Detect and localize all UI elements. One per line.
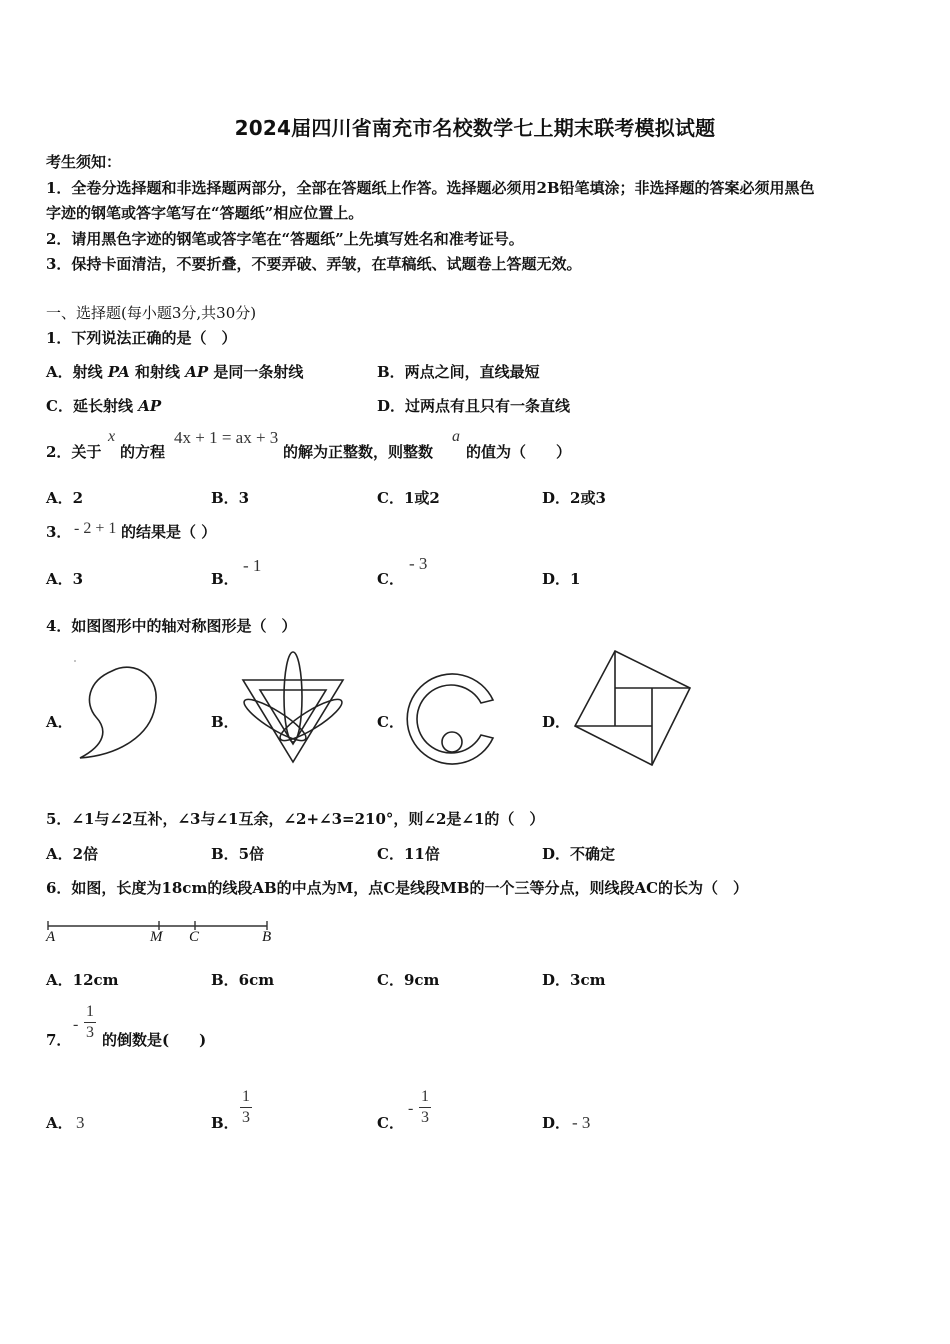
q4-figure-a	[70, 655, 170, 770]
notice-item: 1．全卷分选择题和非选择题两部分，全部在答题纸上作答。选择题必须用2B铅笔填涂；非选择题的答案必须用黑色	[46, 179, 815, 197]
q4-figure-b	[240, 650, 350, 768]
q2-mid: 的方程	[120, 443, 166, 461]
q3-option-b-label: B．	[211, 570, 239, 588]
q3-post: 的结果是（ ）	[121, 523, 217, 541]
q7-post: 的倒数是( )	[102, 1031, 207, 1049]
q3-option-a: A．3	[46, 570, 84, 588]
q4-option-a: A．	[46, 713, 73, 731]
q7-option-d-value: - 3	[572, 1113, 591, 1132]
q6-point-a: A	[46, 929, 56, 945]
q6-point-b: B	[262, 929, 272, 945]
notice-item: 字迹的钢笔或答字笔写在“答题纸”相应位置上。	[46, 204, 364, 222]
q4-option-c: C．	[377, 713, 404, 731]
q2-option-b: B．3	[211, 489, 250, 507]
section-heading: 一、选择题(每小题3分,共30分)	[46, 304, 257, 322]
q2-pre: 2．关于	[46, 443, 102, 461]
q5-option-a: A．2倍	[46, 845, 99, 863]
notice-item: 3．保持卡面清洁，不要折叠，不要弄破、弄皱，在草稿纸、试题卷上答题无效。	[46, 255, 582, 273]
q2-equation: 4x + 1 = ax + 3	[174, 428, 279, 447]
q7-option-c-label: C．	[377, 1114, 404, 1132]
q3-option-d: D．1	[542, 570, 581, 588]
q3-option-b-value: - 1	[243, 556, 262, 575]
q5-option-d: D．不确定	[542, 845, 616, 863]
q6-option-d: D．3cm	[542, 971, 606, 989]
q4-option-b: B．	[211, 713, 239, 731]
q3-expr: - 2 + 1	[74, 520, 117, 537]
q7-option-b-label: B．	[211, 1114, 239, 1132]
q4-option-d: D．	[542, 713, 571, 731]
q6-option-b: B．6cm	[211, 971, 275, 989]
q4-figure-d	[572, 648, 694, 770]
q7-fraction: $\frac{1}{3}$	[86, 1003, 94, 1041]
q4-figure-c	[400, 670, 505, 770]
q7-num: 7．	[46, 1031, 72, 1049]
q3-option-c-value: - 3	[409, 554, 428, 573]
q2-var-a: a	[452, 428, 460, 445]
q2-option-d: D．2或3	[542, 489, 606, 507]
q4-stem: 4．如图图形中的轴对称图形是（ ）	[46, 617, 297, 635]
q2-var-x: x	[108, 428, 116, 445]
notice-item: 2．请用黑色字迹的钢笔或答字笔在“答题纸”上先填写姓名和准考证号。	[46, 230, 524, 248]
page-title: 2024届四川省南充市名校数学七上期末联考模拟试题	[234, 116, 716, 140]
q1-option-b: B．两点之间，直线最短	[377, 363, 540, 381]
q2-option-a: A．2	[46, 489, 84, 507]
q7-option-a-value: 3	[76, 1113, 85, 1132]
q7-neg: -	[73, 1016, 79, 1033]
q2-option-c: C．1或2	[377, 489, 440, 507]
q2-end: 的值为（ ）	[466, 443, 572, 461]
q1-option-d: D．过两点有且只有一条直线	[377, 397, 571, 415]
q3-num: 3．	[46, 523, 72, 541]
q6-option-c: C．9cm	[377, 971, 440, 989]
q1-stem: 1．下列说法正确的是（ ）	[46, 329, 237, 347]
q5-stem: 5．∠1与∠2互补，∠3与∠1互余，∠2+∠3=210°，则∠2是∠1的（ ）	[46, 810, 545, 828]
q7-option-d-label: D．	[542, 1114, 571, 1132]
q6-stem: 6．如图，长度为18cm的线段AB的中点为M，点C是线段MB的一个三等分点，则线段AC的长为（ ）	[46, 879, 749, 897]
q6-point-c: C	[189, 929, 200, 945]
q2-post: 的解为正整数，则整数	[283, 443, 434, 461]
q5-option-c: C．11倍	[377, 845, 440, 863]
q6-point-m: M	[150, 929, 163, 945]
q7-option-b-fraction: $\frac{1}{3}$	[242, 1088, 250, 1126]
q1-option-a: A．射线 PA 和射线 AP 是同一条射线	[46, 363, 304, 381]
q1-option-c: C．延长射线 AP	[46, 397, 162, 415]
q3-option-c-label: C．	[377, 570, 404, 588]
q7-option-c-fraction: $\frac{1}{3}$	[421, 1088, 429, 1126]
q7-option-a-label: A．	[46, 1114, 73, 1132]
q7-option-c-neg: -	[408, 1100, 414, 1117]
notice-heading: 考生须知：	[46, 153, 122, 171]
q6-option-a: A．12cm	[46, 971, 119, 989]
q5-option-b: B．5倍	[211, 845, 265, 863]
